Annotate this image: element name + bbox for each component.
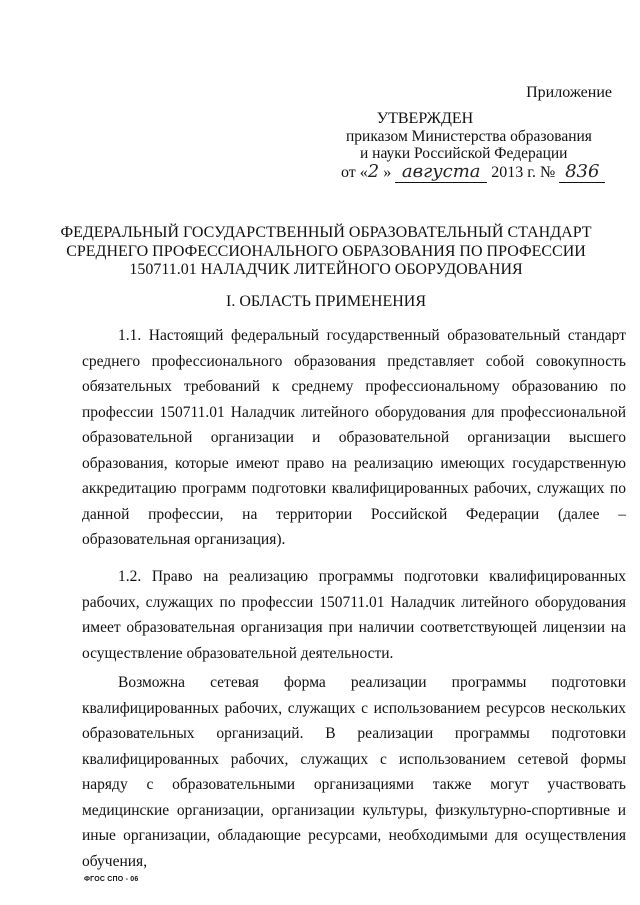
paragraph-1-1 [82,323,626,553]
paragraph-text: 1.1. Настоящий федеральный государственный образовательный стандарт среднего профессионального образования представляет собой совокупность обязательных требований к среднему профессиональному образованию по профессии 150711.01 Наладчик литейного оборудования для профессиональной образовательной организации и образовательной организации высшего образования, которые имеют право на реализацию имеющих государственную аккредитацию программ подготовки квалифицированных рабочих, служащих по данной профессии, на территории Российской Федерации (далее – образовательная организация). [82,327,626,548]
order-date-line [341,161,605,183]
title-line-1: ФЕДЕРАЛЬНЫЙ ГОСУДАРСТВЕННЫЙ ОБРАЗОВАТЕЛЬНЫЙ СТАНДАРТ [60,224,592,241]
order-number-handwritten: 836 [559,161,605,183]
date-suffix: 2013 г. № [491,164,556,181]
title-line-2: СРЕДНЕГО ПРОФЕССИОНАЛЬНОГО ОБРАЗОВАНИЯ ПО ПРОФЕССИИ [66,242,586,260]
document-title [40,224,612,280]
date-day-handwritten: 2 [367,161,380,182]
footer-code: ФГОС СПО - 06 [84,876,139,883]
order-line-federation: и науки Российской Федерации [360,145,568,162]
paragraph-network-form [82,670,626,874]
section-heading: I. ОБЛАСТЬ ПРИМЕНЕНИЯ [225,293,427,310]
paragraph-text: Возможна сетевая форма реализации программы подготовки квалифицированных рабочих, служащих с использованием ресурсов нескольких образовательных организаций. В реализации программы подготовки квалифицированных рабочих, служащих с использованием сетевой формы наряду с образовательными организациями также могут участвовать медицинские организации, организации культуры, физкультурно-спортивные и иные организации, обладающие ресурсами, необходимыми для осуществления обучения, [82,674,626,870]
paragraph-text: 1.2. Право на реализацию программы подготовки квалифицированных рабочих, служащих по профессии 150711.01 Наладчик литейного оборудования имеет образовательная организация при наличии соответствующей лицензии на осуществление образовательной деятельности. [82,568,626,662]
appendix-label: Приложение [526,84,612,101]
date-month-handwritten: августа [395,161,487,183]
date-prefix: от « [341,164,368,181]
date-mid: » [383,164,392,181]
title-line-3: 150711.01 НАЛАДЧИК ЛИТЕЙНОГО ОБОРУДОВАНИЯ [129,261,523,278]
approved-label: УТВЕРЖДЕН [376,110,474,127]
order-line-ministry: приказом Министерства образования [346,128,592,145]
paragraph-1-2 [82,564,626,666]
